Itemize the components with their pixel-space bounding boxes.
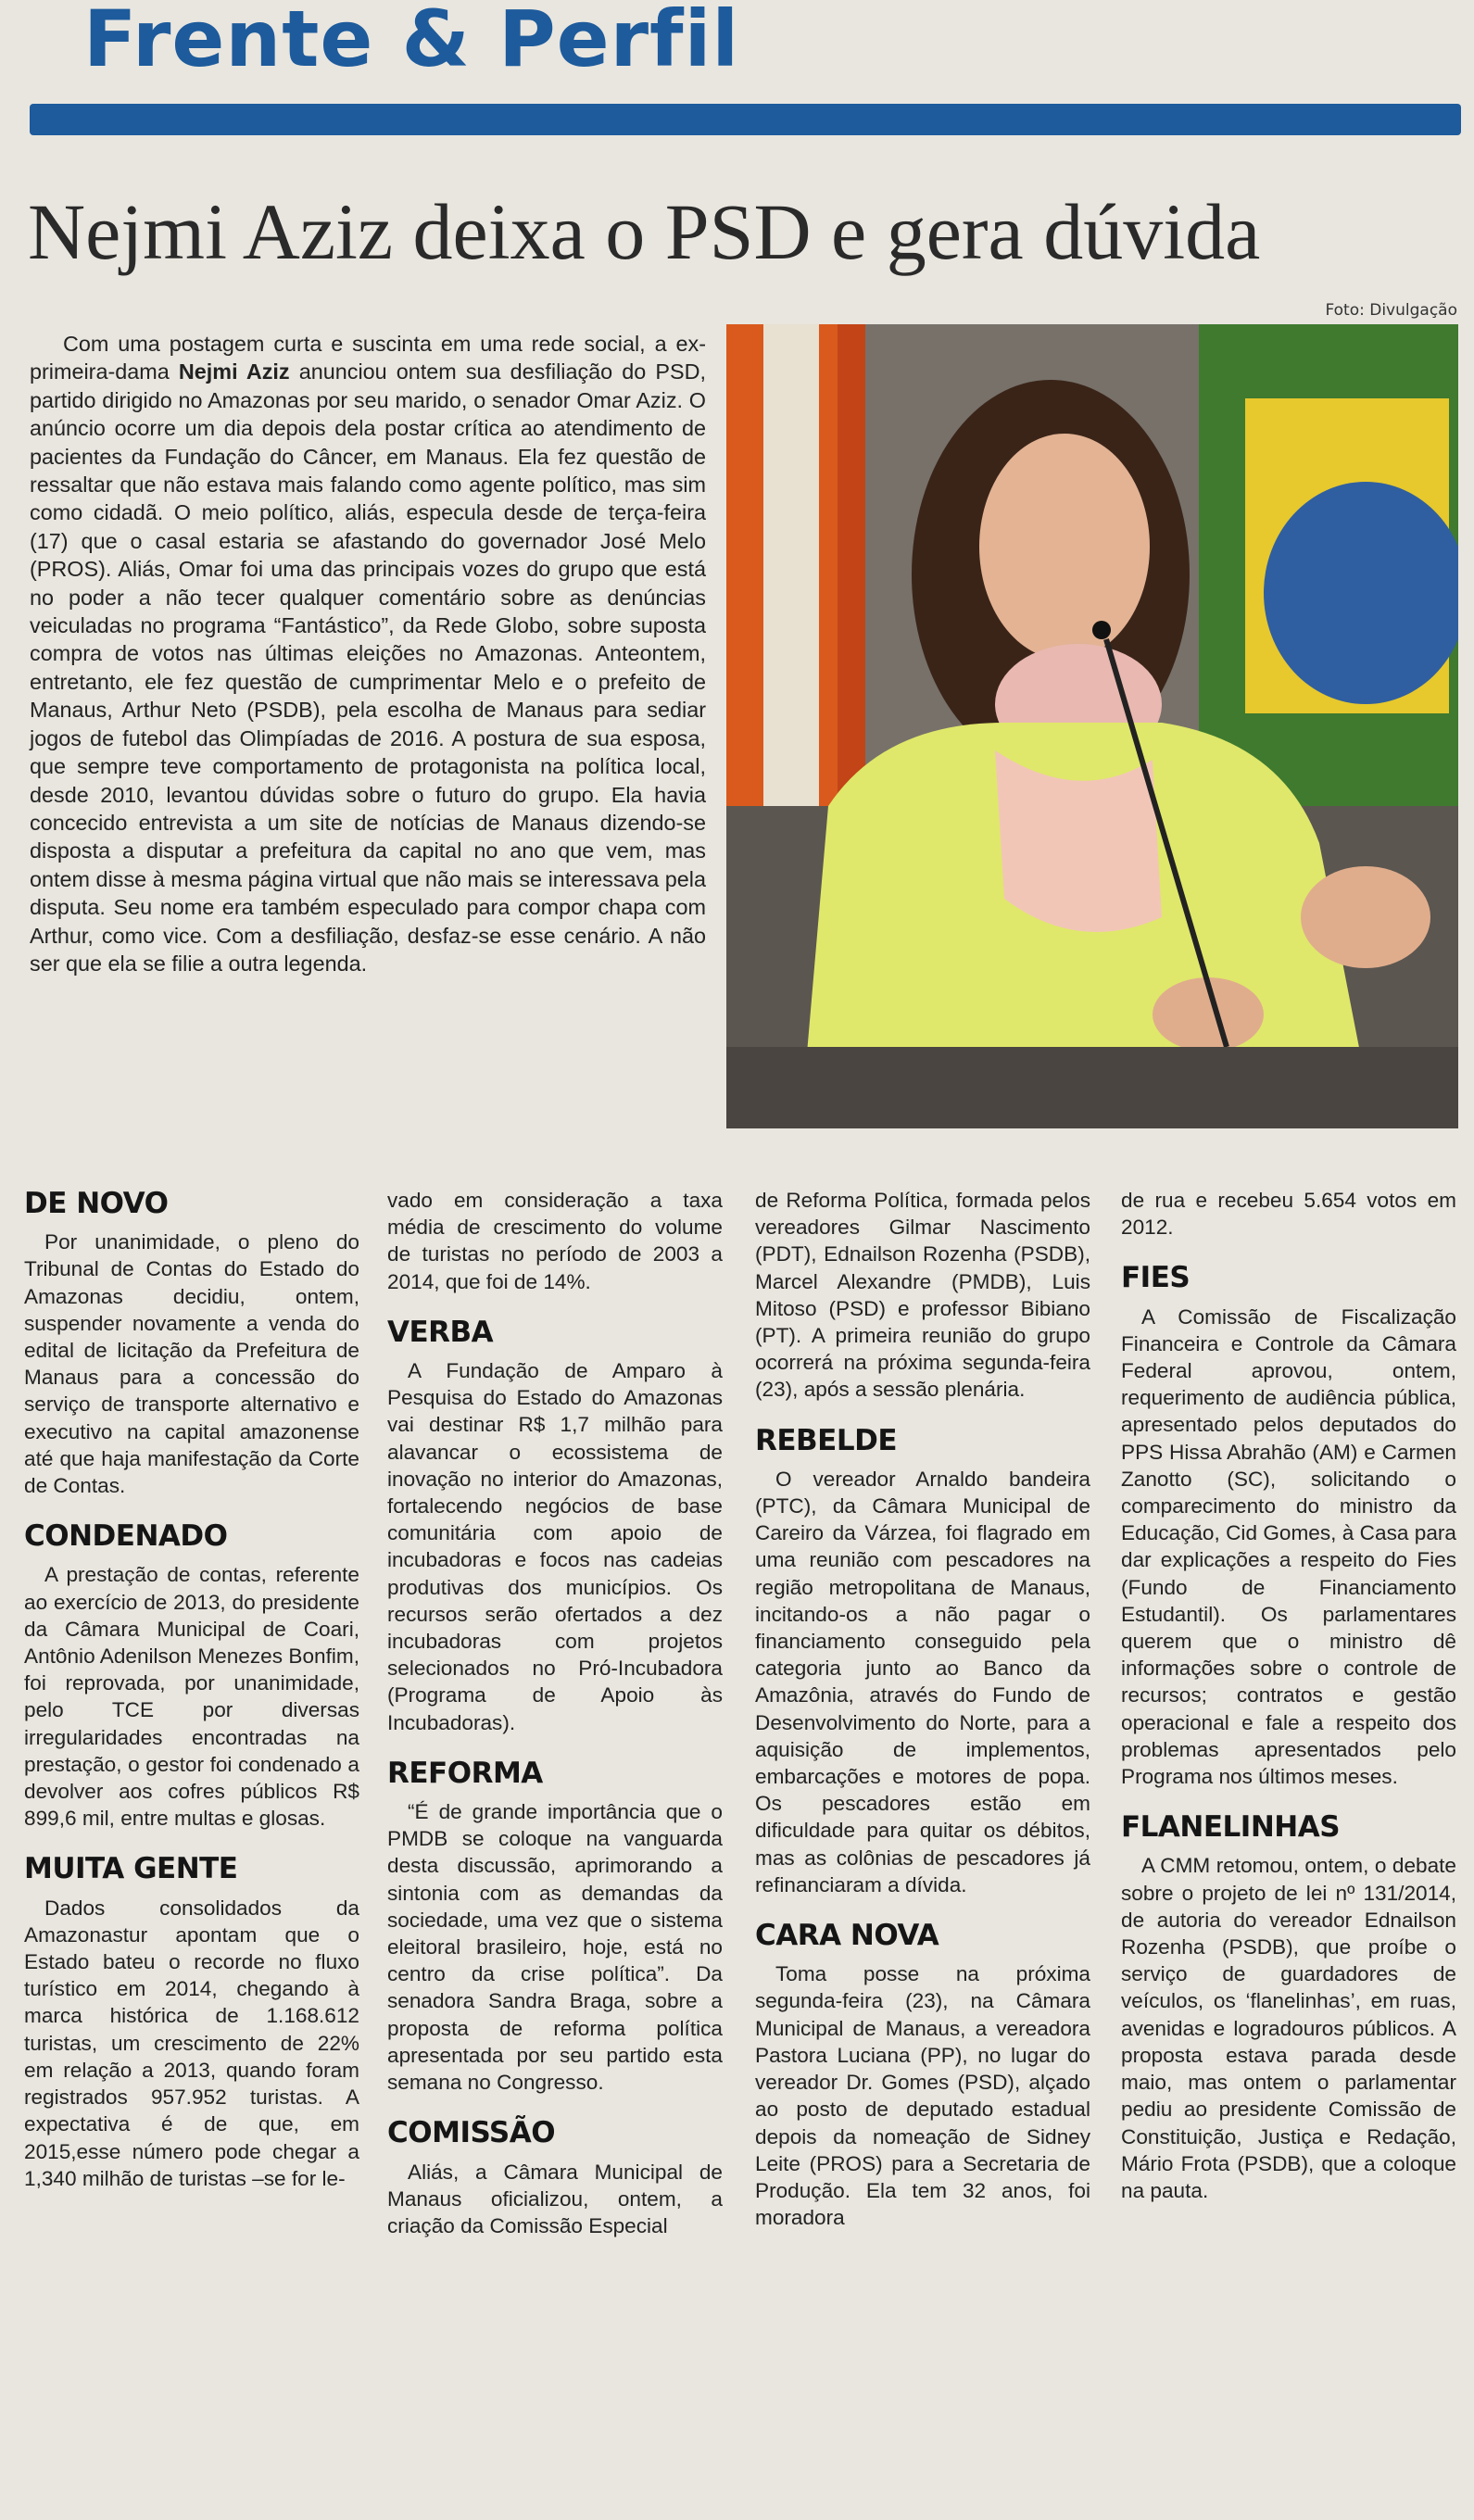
lead-text-rest: anunciou ontem sua desfiliação do PSD, partido dirigido no Amazonas por seu marido, o senador Omar Aziz. O anúncio ocorre um dia depois dela postar crítica ao atendimento de pacientes da Fundação do Câncer, em Manaus. Ela fez questão de ressaltar que não estava mais falando como agente político, mas sim como cidadã. O meio político, aliás, especula desde de terça-feira (17) que o casal estaria se afastando do governador José Melo (PROS). Aliás, Omar foi uma das principais vozes do grupo que está no poder a não tecer qualquer comentário sobre as denúncias veiculadas no programa “Fantástico”, da Rede Globo, sobre suposta compra de votos nas últimas eleições no Amazonas. Anteontem, entretanto, ele fez questão de cumprimentar Melo e o prefeito de Manaus, Arthur Neto (PSDB), pela escolha de Manaus para sediar jogos de futebol das Olimpíadas de 2016. A postura de sua esposa, que sempre teve comportamento de protagonista na política local, desde 2010, levantou dúvidas sobre o futuro do grupo. Ela havia concecido entrevista a um site de notícias de Manaus dizendo-se disposta a disputar a prefeitura da capital no ano que vem, mas ontem disse à mesma página virtual que não mais se interessava pela disputa. Seu nome era também especulado para compor chapa com Arthur, como vice. Com a desfiliação, desfaz-se esse cenário. A não ser que ela se filie a outra legenda. bbox=[30, 359, 706, 976]
note-text-de-novo: Por unanimidade, o pleno do Tribunal de Contas do Estado do Amazonas decidiu, ontem, suspender novamente a venda do edital de licitação da Prefeitura de Manaus para a concessão do serviço de transporte alternativo e executivo na capital amazonense até que haja manifestação da Corte de Contas. bbox=[24, 1230, 359, 1498]
note-text-flanelinhas: A CMM retomou, ontem, o debate sobre o projeto de lei nº 131/2014, de autoria do vereador Ednailson Rozenha (PSDB), que proíbe o serviço de guardadores de veículos, os ‘flanelinhas’, em ruas, avenidas e logradouros públicos. A proposta estava parada desde maio, mas ontem o parlamentar pediu ao presidente Comissão de Constituição, Justiça e Redação, Mário Frota (PSDB), que a coloque na pauta. bbox=[1121, 1854, 1456, 2202]
note-title-condenado: CONDENADO bbox=[24, 1519, 228, 1554]
headline: Nejmi Aziz deixa o PSD e gera dúvida bbox=[28, 187, 1261, 276]
note-title-rebelde: REBELDE bbox=[755, 1423, 898, 1457]
column-4 bbox=[1121, 1187, 1456, 2228]
column-1 bbox=[24, 1187, 359, 2216]
note-text-comissao: Aliás, a Câmara Municipal de Manaus oficializou, ontem, a criação da Comissão Especial bbox=[387, 2160, 723, 2237]
note-title-fies: FIES bbox=[1121, 1261, 1191, 1295]
note-title-reforma: REFORMA bbox=[387, 1756, 543, 1790]
note-text-rebelde: O vereador Arnaldo bandeira (PTC), da Câmara Municipal de Careiro da Várzea, foi flagrado em uma reunião com pescadores na região metropolitana de Manaus, incitando-os a não pagar o financiamento conseguido pela categoria junto ao Banco da Amazônia, através do Fundo de Desenvolvimento do Norte, para a aquisição de implementos, embarcações e motores de popa. Os pescadores estão em dificuldade para quitar os débitos, mas as colônias de pescadores já refinanciaram a dívida. bbox=[755, 1467, 1090, 1896]
column-3 bbox=[755, 1187, 1090, 2255]
note-text-muita-gente: Dados consolidados da Amazonastur apontam que o Estado bateu o recorde no fluxo turístico em 2014, chegando à marca histórica de 1.168.612 turistas, um crescimento de 22% em relação a 2013, quando foram registrados 957.952 turistas. A expectativa é de que, em 2015,esse número pode chegar a 1,340 milhão de turistas –se for le- bbox=[24, 1896, 359, 2190]
note-title-muita-gente: MUITA GENTE bbox=[24, 1852, 238, 1886]
note-text-cara-nova: Toma posse na próxima segunda-feira (23), na Câmara Municipal de Manaus, a vereadora Pastora Luciana (PP), no lugar do vereador Dr. Gomes (PSD), alçado ao posto de deputado estadual depois da nomeação de Sidney Leite (PROS) para a Secretaria de Produção. Ela tem 32 anos, foi moradora bbox=[755, 1962, 1090, 2230]
lead-paragraph bbox=[30, 330, 706, 977]
section-title: Frente & Perfil bbox=[83, 0, 740, 84]
column-2 bbox=[387, 1187, 723, 2263]
lead-name: Nejmi Aziz bbox=[178, 359, 290, 384]
woman-speaking-at-podium-photo bbox=[726, 324, 1458, 1128]
note-title-verba: VERBA bbox=[387, 1315, 494, 1349]
article-photo bbox=[726, 324, 1458, 1128]
lead-text-start: Com uma postagem curta e suscinta em uma rede social, a ex-primeira-dama bbox=[30, 332, 706, 384]
note-text-condenado: A prestação de contas, referente ao exercício de 2013, do presidente da Câmara Municipal de Coari, Antônio Adenilson Menezes Bonfim, foi reprovada, por unanimidade, pelo TCE por diversas irregularidades encontradas na prestação, o gestor foi condenado a devolver aos cofres públicos R$ 899,6 mil, entre multas e glosas. bbox=[24, 1563, 359, 1831]
note-text-verba: A Fundação de Amparo à Pesquisa do Estado do Amazonas vai destinar R$ 1,7 milhão para alavancar o ecossistema de inovação no interior do Amazonas, fortalecendo negócios de base comunitária com apoio de incubadoras e focos nas cadeias produtivas dos municípios. Os recursos serão ofertados a dez incubadoras com projetos selecionados no Pró-Incubadora (Programa de Apoio às Incubadoras). bbox=[387, 1359, 723, 1734]
photo-credit: Foto: Divulgação bbox=[1325, 301, 1457, 320]
note-text-cara-nova-continued: de rua e recebeu 5.654 votos em 2012. bbox=[1121, 1189, 1456, 1240]
note-text-reforma: “É de grande importância que o PMDB se coloque na vanguarda desta discussão, aprimorando a sintonia com as demandas da sociedade, uma vez que o sistema eleitoral brasileiro, hoje, está no centro da crise política”. Da senadora Sandra Braga, sobre a proposta de reforma política apresentada por seu partido esta semana no Congresso. bbox=[387, 1800, 723, 2095]
section-title-bar bbox=[30, 104, 1461, 135]
note-title-flanelinhas: FLANELINHAS bbox=[1121, 1810, 1341, 1845]
note-text-muita-gente-continued: vado em consideração a taxa média de crescimento do volume de turistas no período de 2003 a 2014, que foi de 14%. bbox=[387, 1189, 723, 1293]
note-title-comissao: COMISSÃO bbox=[387, 2116, 556, 2150]
note-title-cara-nova: CARA NOVA bbox=[755, 1919, 939, 1953]
note-text-comissao-continued: de Reforma Política, formada pelos vereadores Gilmar Nascimento (PDT), Ednailson Rozenha (PSDB), Marcel Alexandre (PMDB), Luis Mitoso (PSD) e professor Bibiano (PT). A primeira reunião do grupo ocorrerá na próxima segunda-feira (23), após a sessão plenária. bbox=[755, 1189, 1090, 1402]
note-text-fies: A Comissão de Fiscalização Financeira e Controle da Câmara Federal aprovou, ontem, requerimento de audiência pública, apresentado pelos deputados do PPS Hissa Abrahão (AM) e Carmen Zanotto (SC), solicitando o comparecimento do ministro da Educação, Cid Gomes, à Casa para dar explicações a respeito do Fies (Fundo de Financiamento Estudantil). Os parlamentares querem que o ministro dê informações sobre o controle de recursos; contratos e gestão operacional e fale a respeito dos problemas apresentados pelo Programa nos últimos meses. bbox=[1121, 1304, 1456, 1789]
note-title-de-novo: DE NOVO bbox=[24, 1187, 169, 1220]
